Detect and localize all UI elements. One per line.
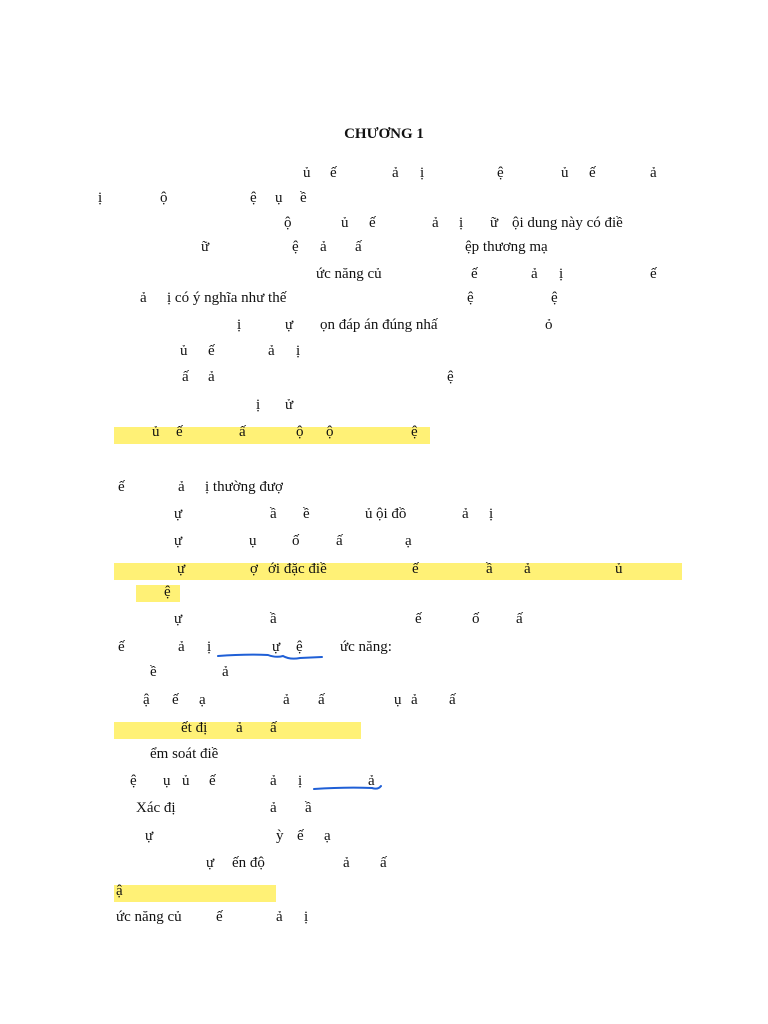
text-fragment: ế xyxy=(172,692,179,708)
text-fragment: ự xyxy=(174,533,183,549)
text-fragment: ả xyxy=(268,343,275,359)
text-fragment: ị xyxy=(459,215,464,231)
text-fragment: ữ xyxy=(201,239,210,255)
text-fragment: ủ xyxy=(561,165,569,181)
text-fragment: ả xyxy=(524,561,531,577)
text-fragment: ấ xyxy=(355,239,362,255)
text-fragment: ấ xyxy=(380,855,387,871)
text-fragment: ấ xyxy=(336,533,343,549)
text-fragment: ầ xyxy=(305,800,312,816)
text-fragment: ế xyxy=(471,266,478,282)
text-fragment: ả xyxy=(283,692,290,708)
text-fragment: ả xyxy=(432,215,439,231)
text-fragment: ủ xyxy=(303,165,311,181)
text-fragment: ố xyxy=(292,533,300,549)
text-fragment: ụ xyxy=(163,773,171,789)
text-fragment: ủ xyxy=(365,506,373,522)
text-fragment: ết đị xyxy=(181,720,208,736)
text-fragment: ế xyxy=(118,479,125,495)
text-fragment: ộ xyxy=(326,424,334,440)
text-fragment: ức năng: xyxy=(340,639,392,655)
text-fragment: ả xyxy=(411,692,418,708)
text-fragment: ả xyxy=(531,266,538,282)
text-fragment: ệ xyxy=(164,584,171,600)
text-fragment: ị xyxy=(420,165,425,181)
text-fragment: ị xyxy=(207,639,212,655)
text-fragment: ự xyxy=(174,506,183,522)
text-fragment: ạ xyxy=(199,692,206,708)
text-fragment: ả xyxy=(276,909,283,925)
text-fragment: ới đặc điề xyxy=(268,561,327,577)
text-fragment: ả xyxy=(368,773,375,789)
text-fragment: ự xyxy=(272,639,281,655)
text-fragment: ả xyxy=(222,664,229,680)
text-fragment: ệ xyxy=(292,239,299,255)
text-fragment: ấ xyxy=(239,424,246,440)
text-fragment: ạ xyxy=(405,533,412,549)
text-fragment: ị xyxy=(489,506,494,522)
text-fragment: ả xyxy=(270,773,277,789)
text-fragment: ả xyxy=(650,165,657,181)
text-fragment: ị xyxy=(298,773,303,789)
text-fragment: ả xyxy=(140,290,147,306)
text-fragment: ị xyxy=(304,909,309,925)
text-fragment: ế xyxy=(118,639,125,655)
text-fragment: ệ xyxy=(250,190,257,206)
text-fragment: ế xyxy=(216,909,223,925)
text-fragment: ợ xyxy=(250,561,258,577)
text-fragment: ế xyxy=(369,215,376,231)
text-fragment: ự xyxy=(174,611,183,627)
text-fragment: ủ xyxy=(182,773,190,789)
text-fragment: ử xyxy=(285,397,294,413)
text-fragment: ề xyxy=(303,506,310,522)
pen-underline-mark xyxy=(218,655,322,659)
text-fragment: ội dung này có điề xyxy=(512,215,623,231)
text-fragment: ức năng củ xyxy=(316,266,382,282)
text-fragment: ế xyxy=(297,828,304,844)
text-fragment: ộ xyxy=(160,190,168,206)
text-fragment: ủ xyxy=(615,561,623,577)
text-fragment: ị xyxy=(256,397,261,413)
text-fragment: ủ xyxy=(341,215,349,231)
text-fragment: ế xyxy=(589,165,596,181)
text-fragment: ấ xyxy=(182,369,189,385)
text-fragment: ự xyxy=(177,561,186,577)
text-fragment: ầ xyxy=(270,506,277,522)
page-title: CHƯƠNG 1 xyxy=(344,126,424,142)
text-fragment: ủ xyxy=(180,343,188,359)
text-fragment: ả xyxy=(343,855,350,871)
text-fragment: ệ xyxy=(467,290,474,306)
text-fragment: ệ xyxy=(296,639,303,655)
text-fragment: ến độ xyxy=(232,855,265,871)
text-fragment: ầ xyxy=(270,611,277,627)
text-fragment: ộ xyxy=(284,215,292,231)
text-fragment: ự xyxy=(206,855,215,871)
text-fragment: ệ xyxy=(497,165,504,181)
text-fragment: ụ xyxy=(275,190,283,206)
text-fragment: ế xyxy=(415,611,422,627)
text-fragment: ị thường đượ xyxy=(205,479,283,495)
text-fragment: ả xyxy=(236,720,243,736)
text-fragment: ự xyxy=(285,317,294,333)
text-fragment: ệ xyxy=(411,424,418,440)
text-fragment: ạ xyxy=(324,828,331,844)
text-fragment: ụ xyxy=(394,692,402,708)
text-fragment: ị có ý nghĩa như thế xyxy=(167,290,287,306)
text-fragment: ội đồ xyxy=(376,506,407,522)
text-fragment: ế xyxy=(330,165,337,181)
text-fragment: ỳ xyxy=(276,828,284,844)
text-fragment: ệ xyxy=(130,773,137,789)
text-fragment: ả xyxy=(392,165,399,181)
text-fragment: ệ xyxy=(447,369,454,385)
text-fragment: ụ xyxy=(249,533,257,549)
text-fragment: ề xyxy=(150,664,157,680)
text-fragment: ủ xyxy=(152,424,160,440)
pen-underline-mark xyxy=(314,786,381,789)
text-fragment: ề xyxy=(300,190,307,206)
text-fragment: ả xyxy=(320,239,327,255)
text-fragment: ỏ xyxy=(545,317,553,333)
text-fragment: ấ xyxy=(449,692,456,708)
text-fragment: ậ xyxy=(116,883,123,899)
text-fragment: ị xyxy=(98,190,103,206)
text-fragment: Xác đị xyxy=(136,800,176,816)
text-fragment: ị xyxy=(237,317,242,333)
text-fragment: ị xyxy=(296,343,301,359)
text-fragment: ầ xyxy=(486,561,493,577)
text-fragment: ự xyxy=(145,828,154,844)
text-fragment: ế xyxy=(650,266,657,282)
text-fragment: ả xyxy=(178,639,185,655)
text-fragment: ị xyxy=(559,266,564,282)
text-fragment: ểm soát điề xyxy=(150,746,219,762)
text-fragment: ả xyxy=(178,479,185,495)
text-fragment: ậ xyxy=(143,692,150,708)
text-fragment: ế xyxy=(412,561,419,577)
text-fragment: ấ xyxy=(516,611,523,627)
text-fragment: ọn đáp án đúng nhấ xyxy=(320,317,438,333)
text-fragment: ế xyxy=(209,773,216,789)
text-fragment: ệp thương mạ xyxy=(465,239,548,255)
text-fragment: ữ xyxy=(490,215,499,231)
text-fragment: ức năng củ xyxy=(116,909,182,925)
text-fragment: ấ xyxy=(270,720,277,736)
text-fragment: ệ xyxy=(551,290,558,306)
text-fragment: ấ xyxy=(318,692,325,708)
text-fragment: ả xyxy=(208,369,215,385)
text-fragment: ố xyxy=(472,611,480,627)
text-fragment: ế xyxy=(176,424,183,440)
text-fragment: ộ xyxy=(296,424,304,440)
text-fragment: ả xyxy=(270,800,277,816)
text-fragment: ả xyxy=(462,506,469,522)
text-fragment: ế xyxy=(208,343,215,359)
